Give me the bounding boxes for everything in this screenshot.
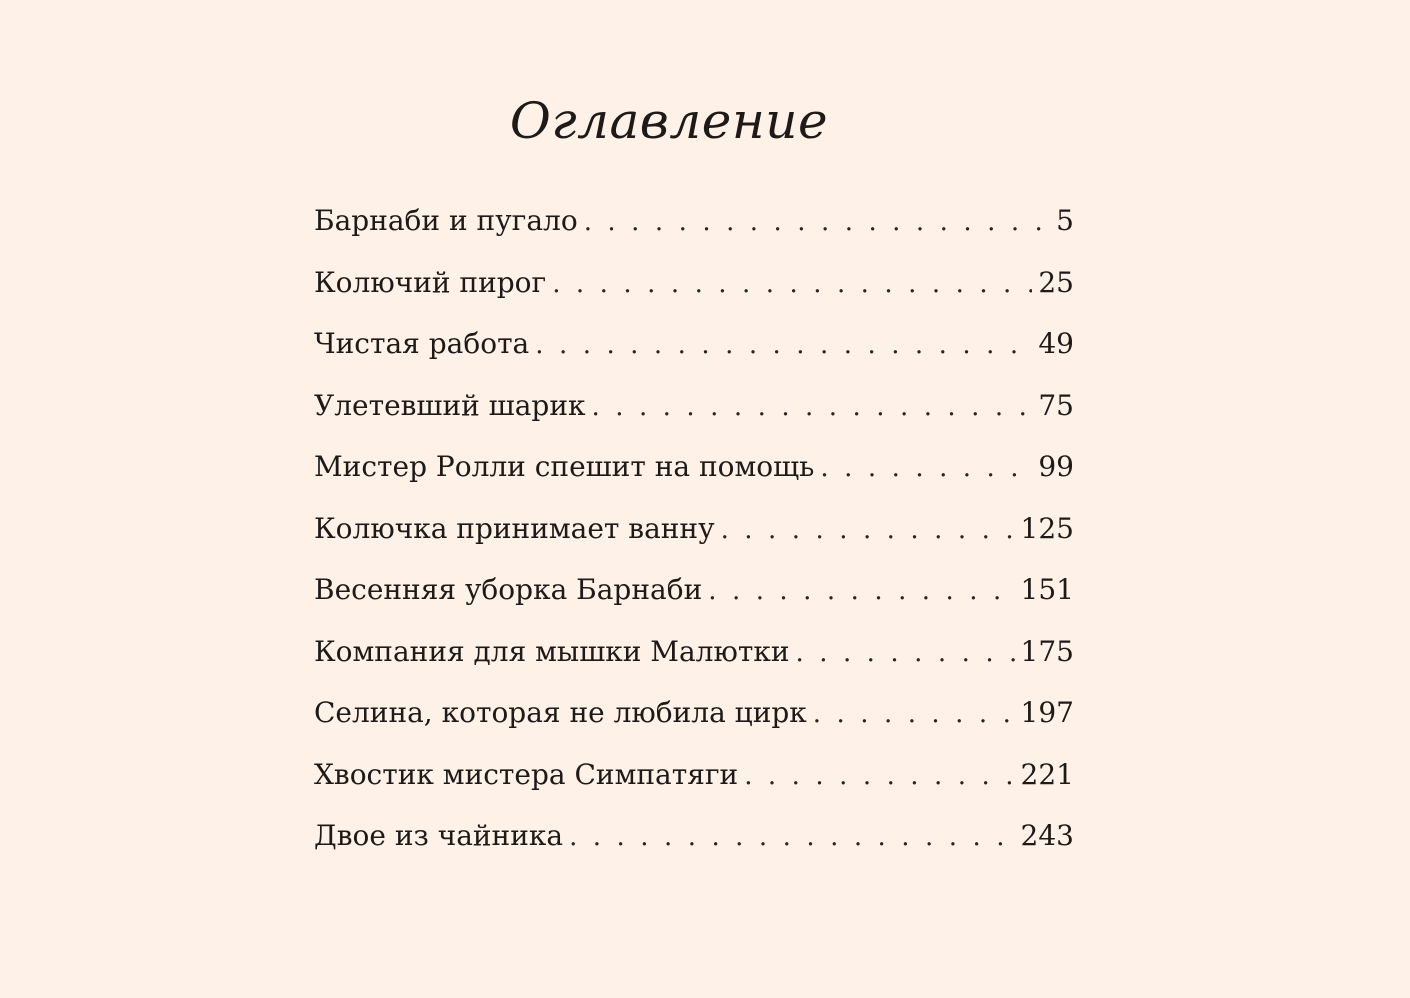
toc-entry-page: 243 [1020,819,1074,852]
toc-entry-title: Двое из чайника [314,819,564,852]
toc-entry-page: 25 [1038,265,1074,299]
toc-entry-title: Селина, которая не любила цирк [314,696,807,729]
toc-entry-page: 175 [1020,634,1074,668]
toc-entry-page: 151 [1020,573,1074,606]
dot-leader [584,192,1050,254]
toc-entry-page: 5 [1056,204,1074,237]
toc-entry [314,744,1074,806]
toc-entry-title: Мистер Ролли спешит на помощь [314,450,815,483]
dot-leader [795,623,1014,685]
toc-entry-page: 99 [1038,450,1074,483]
toc-entry [314,190,1074,252]
toc-entry-page: 75 [1038,388,1074,422]
toc-entry-page: 125 [1020,511,1074,545]
toc-entry-title: Хвостик мистера Симпатяги [314,757,739,791]
dot-leader [552,254,1032,316]
toc-entry [314,252,1074,314]
dot-leader [820,438,1032,500]
toc-entry-title: Колючий пирог [314,265,547,299]
dot-leader [744,746,1014,808]
toc-entry-title: Улетевший шарик [314,388,586,422]
dot-leader [813,684,1015,746]
toc-entry-title: Чистая работа [314,327,530,360]
toc-entry-title: Весенняя уборка Барнаби [314,573,703,606]
toc-entry-page: 221 [1020,757,1074,791]
toc-entry [314,436,1074,498]
dot-leader [569,807,1014,869]
dot-leader [535,315,1032,377]
dot-leader [591,377,1032,439]
toc-entry [314,498,1074,560]
toc-entry-title: Барнаби и пугало [314,204,578,237]
toc-list [314,190,1074,867]
dot-leader [708,561,1014,623]
toc-entry [314,559,1074,621]
toc-entry-title: Колючка принимает ванну [314,511,715,545]
toc-entry [314,682,1074,744]
dot-leader [721,500,1015,562]
page-title: Оглавление [509,92,829,150]
toc-entry [314,375,1074,437]
toc-entry [314,805,1074,867]
toc-entry-page: 197 [1020,696,1074,729]
toc-entry-page: 49 [1038,327,1074,360]
toc-entry-title: Компания для мышки Малютки [314,634,790,668]
toc-entry [314,621,1074,683]
toc-entry [314,313,1074,375]
